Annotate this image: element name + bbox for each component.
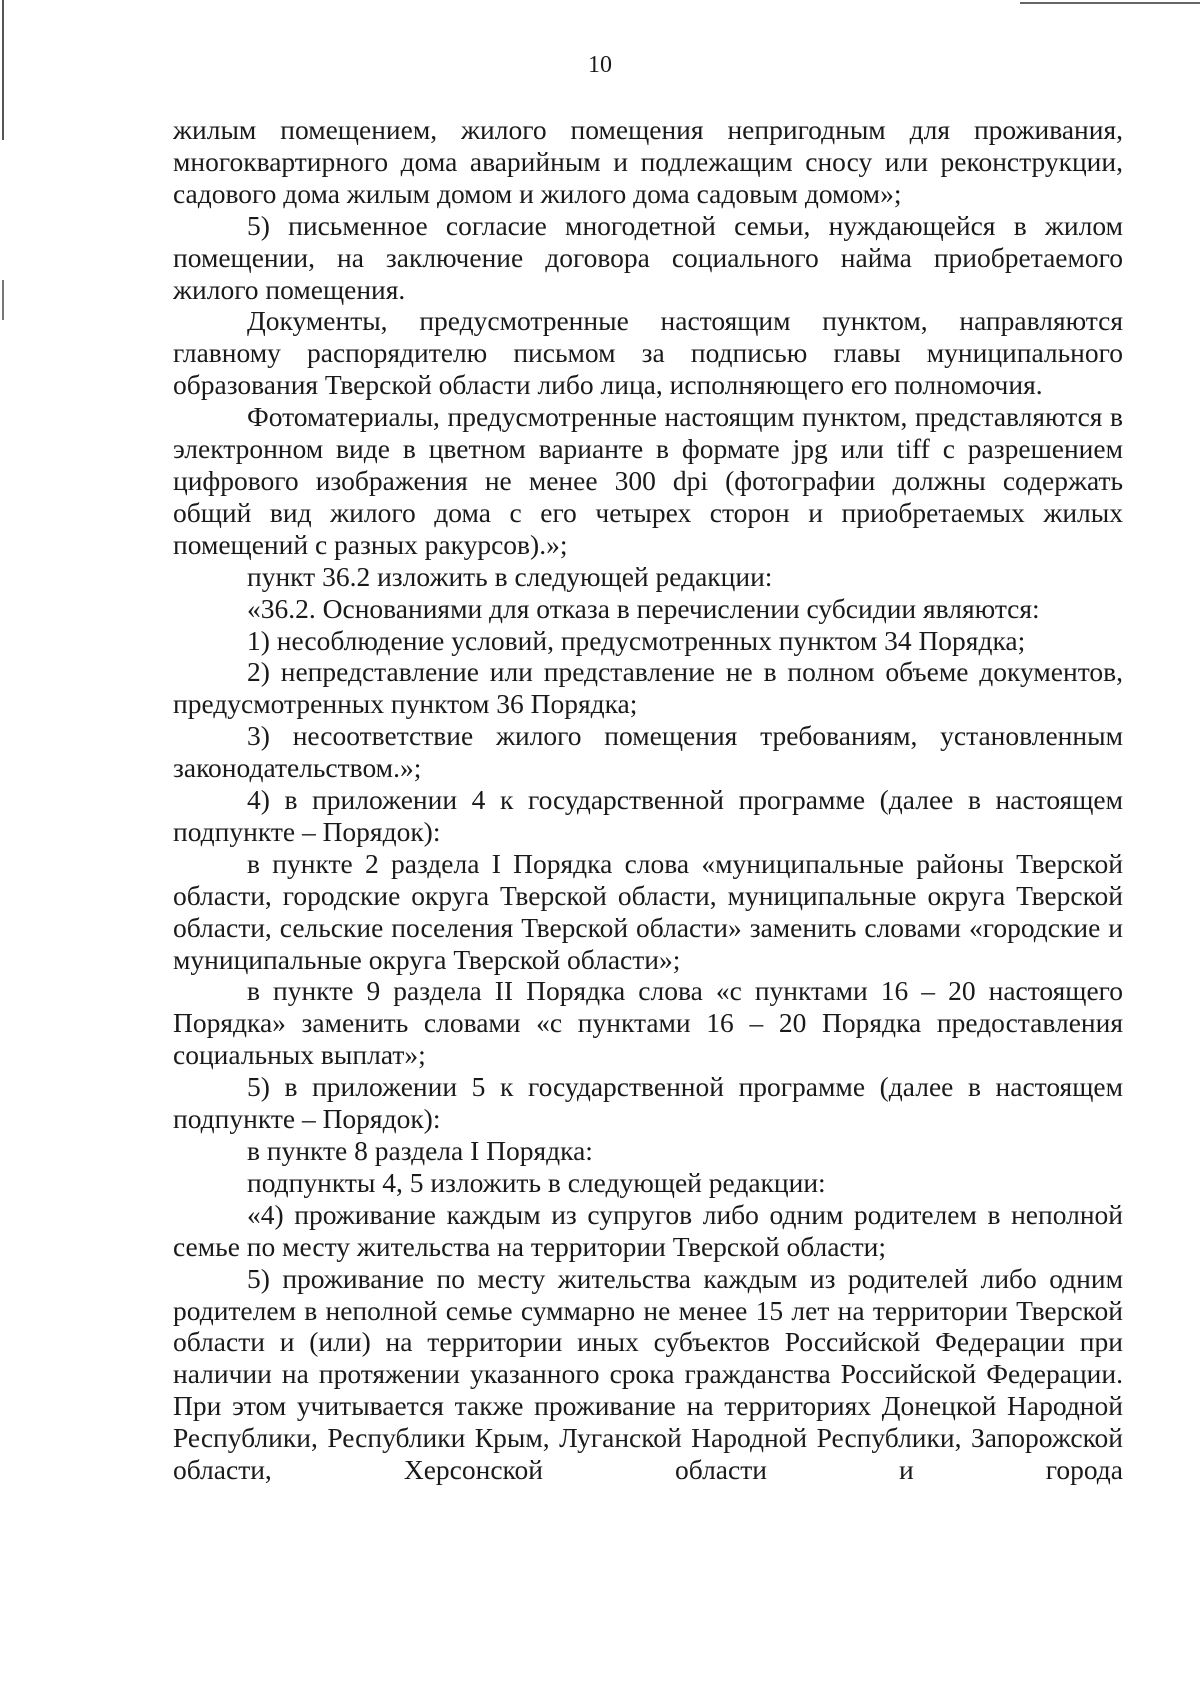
- paragraph: в пункте 2 раздела I Порядка слова «муниципальные районы Тверской области, городские округа Тверской области, муниципальные округа Тверской области, сельские поселения Тверской области» заменить словами «городские и муниципальные округа Тверской области»;: [173, 847, 1123, 975]
- paragraph: 4) в приложении 4 к государственной программе (далее в настоящем подпункте – Порядок):: [173, 784, 1123, 847]
- paragraph: 5) письменное согласие многодетной семьи, нуждающейся в жилом помещении, на заключение договора социального найма приобретаемого жилого помещения.: [173, 209, 1123, 305]
- paragraph: жилым помещением, жилого помещения непригодным для проживания, многоквартирного дома аварийным и подлежащим сносу или реконструкции, садового дома жилым домом и жилого дома садовым домом»;: [173, 114, 1123, 209]
- paragraph: пункт 36.2 изложить в следующей редакции:: [247, 560, 773, 592]
- scan-edge-mark: [2, 280, 4, 320]
- paragraph: 3) несоответствие жилого помещения требованиям, установленным законодательством.»;: [173, 720, 1123, 784]
- scan-edge-mark: [1020, 2, 1200, 4]
- paragraph: «36.2. Основаниями для отказа в перечислении субсидии являются:: [247, 592, 1040, 624]
- paragraph: в пункте 8 раздела I Порядка:: [247, 1135, 593, 1166]
- paragraph: в пункте 9 раздела II Порядка слова «с пунктами 16 – 20 настоящего Порядка» заменить словами «с пунктами 16 – 20 Порядка предоставления социальных выплат»;: [173, 975, 1123, 1071]
- paragraph: 1) несоблюдение условий, предусмотренных пунктом 34 Порядка;: [247, 624, 1026, 656]
- paragraph: 5) проживание по месту жительства каждым из родителей либо одним родителем в неполной семье суммарно не менее 15 лет на территории Тверской области и (или) на территории иных субъектов Российской Федерации при наличии на протяжении указанного срока гражданства Российской Федерации. При этом учитывается также проживание на территориях Донецкой Народной Республики, Республики Крым, Луганской Народной Республики, Запорожской области, Херсонской области и города: [173, 1262, 1123, 1486]
- page-number: 10: [588, 52, 612, 78]
- paragraph: Фотоматериалы, предусмотренные настоящим пунктом, представляются в электронном виде в цветном варианте в формате jpg или tiff с разрешением цифрового изображения не менее 300 dpi (фотографии должны содержать общий вид жилого дома с его четырех сторон и приобретаемых жилых помещений с разных ракурсов).»;: [173, 401, 1123, 560]
- paragraph: «4) проживание каждым из супругов либо одним родителем в неполной семье по месту жительства на территории Тверской области;: [173, 1198, 1123, 1262]
- paragraph: 5) в приложении 5 к государственной программе (далее в настоящем подпункте – Порядок):: [173, 1071, 1123, 1135]
- paragraph: Документы, предусмотренные настоящим пунктом, направляются главному распорядителю письмом за подписью главы муниципального образования Тверской области либо лица, исполняющего его полномочия.: [173, 305, 1123, 401]
- paragraph: подпункты 4, 5 изложить в следующей редакции:: [247, 1166, 826, 1198]
- paragraph: 2) непредставление или представление не в полном объеме документов, предусмотренных пунктом 36 Порядка;: [173, 656, 1123, 720]
- document-body: [173, 114, 1123, 1486]
